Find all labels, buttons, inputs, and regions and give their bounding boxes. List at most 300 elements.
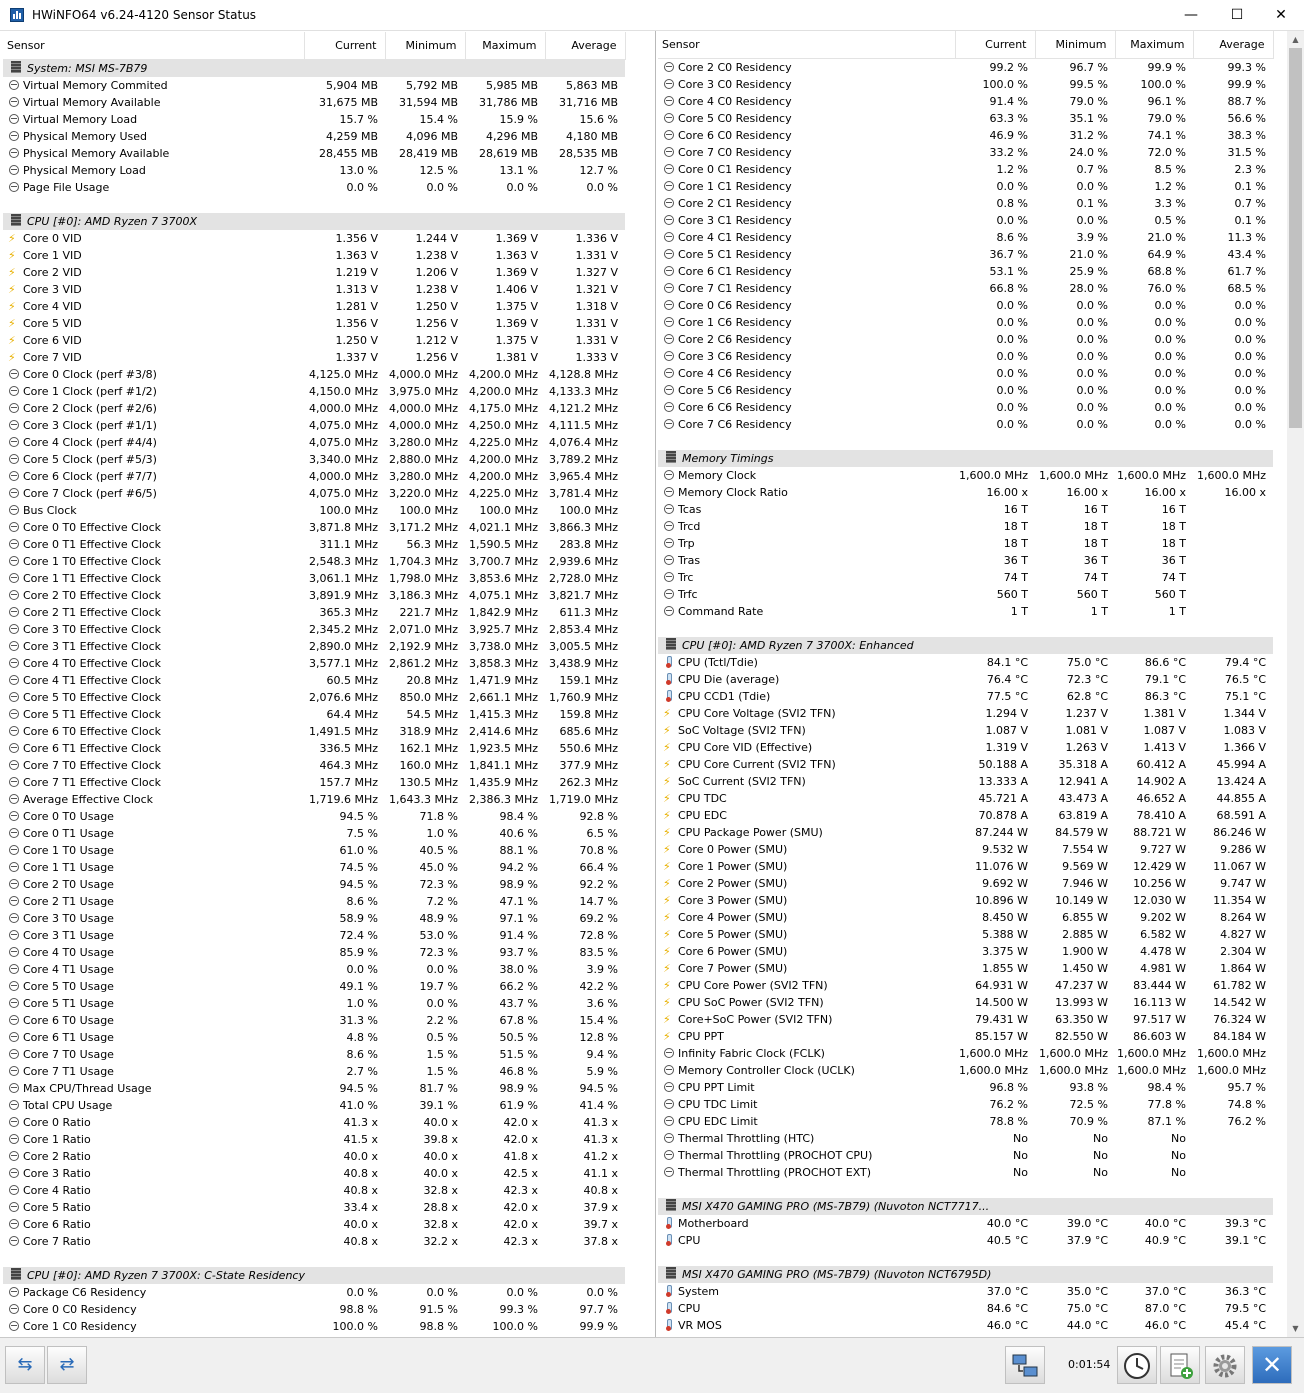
value-current: 3,340.0 MHz [308, 452, 378, 466]
maximize-button[interactable]: ☐ [1230, 7, 1244, 23]
value-minimum: 560 T [1076, 587, 1108, 601]
sensor-name-cell [658, 110, 955, 127]
lightning-icon [9, 318, 19, 328]
sensor-row[interactable] [3, 927, 625, 944]
sensor-row[interactable] [658, 1130, 1273, 1147]
sensor-row[interactable] [658, 756, 1273, 773]
sensor-row[interactable] [3, 1301, 625, 1318]
sensor-row[interactable] [658, 994, 1273, 1011]
network-icon[interactable] [1005, 1346, 1045, 1384]
sensor-row[interactable] [658, 110, 1273, 127]
value-maximum: No [1171, 1148, 1186, 1162]
value-current: 13.333 A [978, 774, 1028, 788]
sensor-row[interactable] [658, 943, 1273, 960]
sensor-row[interactable] [3, 247, 625, 264]
sensor-row[interactable] [3, 995, 625, 1012]
value-minimum: 39.0 °C [1066, 1216, 1108, 1230]
gauge-icon [9, 590, 19, 600]
sensor-row[interactable] [658, 212, 1273, 229]
sensor-row[interactable] [658, 348, 1273, 365]
sensor-row[interactable] [3, 1233, 625, 1250]
value-average: 685.6 MHz [559, 724, 618, 738]
sensor-name-cell [658, 1045, 955, 1062]
sensor-row[interactable] [3, 502, 625, 519]
sensor-name-cell [658, 943, 955, 960]
sensor-row[interactable] [658, 1011, 1273, 1028]
sensor-label: Core 5 C6 Residency [678, 383, 792, 397]
value-maximum: 13.1 % [499, 163, 538, 177]
sensor-row[interactable] [658, 1147, 1273, 1164]
sensor-row[interactable] [658, 654, 1273, 671]
sensor-row[interactable] [658, 1317, 1273, 1334]
sensor-row[interactable] [3, 145, 625, 162]
lightning-icon [9, 284, 19, 294]
sensor-row[interactable] [658, 875, 1273, 892]
gauge-icon [664, 351, 674, 361]
sensor-row[interactable] [658, 518, 1273, 535]
value-maximum: 77.8 % [1147, 1097, 1186, 1111]
clock-icon[interactable] [1117, 1346, 1157, 1384]
gauge-icon [9, 760, 19, 770]
value-average: 12.7 % [579, 163, 618, 177]
sensor-name-cell [658, 280, 955, 297]
value-maximum: 42.3 x [503, 1234, 538, 1248]
sensor-row[interactable] [658, 229, 1273, 246]
scroll-up-arrow[interactable]: ▲ [1292, 35, 1299, 44]
sensor-row[interactable] [3, 332, 625, 349]
sensor-row[interactable] [658, 552, 1273, 569]
value-maximum: 2,661.1 MHz [468, 690, 538, 704]
value-maximum: 4,200.0 MHz [468, 384, 538, 398]
sensor-row[interactable] [658, 1062, 1273, 1079]
sensor-row[interactable] [3, 1131, 625, 1148]
sensor-row[interactable] [658, 127, 1273, 144]
value-current: 3,577.1 MHz [308, 656, 378, 670]
sensor-row[interactable] [3, 774, 625, 791]
sensor-row[interactable] [3, 1080, 625, 1097]
gauge-icon [9, 1185, 19, 1195]
sensor-row[interactable] [3, 485, 625, 502]
sensor-row[interactable] [3, 434, 625, 451]
sensor-row[interactable] [3, 77, 625, 94]
sensor-row[interactable] [3, 1046, 625, 1063]
sensor-row[interactable] [658, 841, 1273, 858]
thermometer-icon [666, 1320, 672, 1330]
sensor-row[interactable] [3, 366, 625, 383]
sensor-row[interactable] [658, 1113, 1273, 1130]
sensor-row[interactable] [3, 740, 625, 757]
sensor-row[interactable] [3, 111, 625, 128]
value-current: 40.8 x [343, 1166, 378, 1180]
sensor-group-header[interactable] [658, 637, 1273, 654]
value-maximum: 1.369 V [495, 265, 538, 279]
sensor-row[interactable] [3, 468, 625, 485]
sensor-row[interactable] [658, 773, 1273, 790]
value-minimum: 39.8 x [423, 1132, 458, 1146]
sensor-row[interactable] [658, 195, 1273, 212]
sensor-row[interactable] [3, 893, 625, 910]
report-add-icon[interactable] [1160, 1346, 1200, 1384]
sensor-row[interactable] [3, 179, 625, 196]
sensor-label: Trfc [678, 587, 698, 601]
value-current: 4,150.0 MHz [308, 384, 378, 398]
value-current: 0.0 % [996, 400, 1028, 414]
sensor-row[interactable] [658, 263, 1273, 280]
sensor-row[interactable] [658, 977, 1273, 994]
sensor-row[interactable] [3, 1216, 625, 1233]
sensor-row[interactable] [3, 570, 625, 587]
sensor-row[interactable] [658, 960, 1273, 977]
sensor-rows-right [658, 58, 1273, 1334]
value-minimum: 1.206 V [415, 265, 458, 279]
sensor-row[interactable] [658, 1164, 1273, 1181]
sensor-row[interactable] [658, 161, 1273, 178]
lightning-icon [664, 708, 674, 718]
sensor-row[interactable] [3, 1165, 625, 1182]
sensor-row[interactable] [3, 842, 625, 859]
sensor-row[interactable] [658, 1283, 1273, 1300]
lightning-icon [664, 810, 674, 820]
value-minimum: 63.350 W [1055, 1012, 1108, 1026]
column-header-minimum[interactable]: Minimum [1035, 31, 1115, 58]
gauge-icon [664, 96, 674, 106]
column-header-maximum[interactable]: Maximum [1115, 31, 1193, 58]
sensor-row[interactable] [658, 297, 1273, 314]
sensor-row[interactable] [658, 314, 1273, 331]
gauge-icon [9, 1151, 19, 1161]
sensor-row[interactable] [3, 281, 625, 298]
sensor-row[interactable] [3, 383, 625, 400]
sensor-name-cell [658, 688, 955, 705]
sensor-row[interactable] [658, 382, 1273, 399]
navigate-expand-icon[interactable]: ⇆ [5, 1346, 45, 1384]
navigate-collapse-icon[interactable]: ⇄ [47, 1346, 87, 1384]
sensor-row[interactable] [658, 926, 1273, 943]
scroll-down-arrow[interactable]: ▼ [1292, 1324, 1299, 1333]
sensor-group-header[interactable] [658, 450, 1273, 467]
sensor-row[interactable] [3, 1199, 625, 1216]
value-current: 1.356 V [335, 231, 378, 245]
value-maximum: 93.7 % [499, 945, 538, 959]
sensor-name-cell [3, 1063, 304, 1080]
value-average: 0.1 % [1234, 179, 1266, 193]
sensor-name-cell [3, 672, 304, 689]
sensor-label: Core 3 C1 Residency [678, 213, 792, 227]
value-average: 1.331 V [575, 333, 618, 347]
sensor-row[interactable] [658, 892, 1273, 909]
sensor-row[interactable] [658, 1096, 1273, 1113]
value-current: 41.5 x [343, 1132, 378, 1146]
sensor-name-cell [3, 230, 304, 247]
value-current: 0.0 % [346, 180, 378, 194]
sensor-row[interactable] [658, 739, 1273, 756]
sensor-row[interactable] [3, 1063, 625, 1080]
column-header-average[interactable]: Average [1193, 31, 1273, 58]
value-current: 76.2 % [989, 1097, 1028, 1111]
sensor-label: Thermal Throttling (PROCHOT CPU) [678, 1148, 873, 1162]
sensor-row[interactable] [3, 1182, 625, 1199]
gauge-icon [664, 164, 674, 174]
sensor-row[interactable] [3, 451, 625, 468]
sensor-name-cell [658, 892, 955, 909]
sensor-row[interactable] [658, 365, 1273, 382]
value-maximum: 0.5 % [1154, 213, 1186, 227]
sensor-row[interactable] [3, 128, 625, 145]
sensor-row[interactable] [3, 672, 625, 689]
sensor-row[interactable] [3, 349, 625, 366]
gear-icon[interactable] [1205, 1346, 1245, 1384]
sensor-name-cell [658, 1215, 955, 1232]
sensor-row[interactable] [3, 604, 625, 621]
gauge-icon [9, 1236, 19, 1246]
sensor-row[interactable] [658, 1232, 1273, 1249]
sensor-row[interactable] [3, 536, 625, 553]
sensor-row[interactable] [3, 264, 625, 281]
minimize-button[interactable]: — [1184, 7, 1198, 23]
sensor-row[interactable] [3, 400, 625, 417]
sensor-name-cell [658, 1011, 955, 1028]
lightning-icon [664, 759, 674, 769]
sensor-label: Core 0 C0 Residency [23, 1302, 137, 1316]
value-average: 1.083 V [1223, 723, 1266, 737]
sensor-row[interactable] [3, 978, 625, 995]
sensor-label: Core 0 T0 Effective Clock [23, 520, 162, 534]
sensor-name-cell [3, 179, 304, 196]
value-minimum: 12.5 % [419, 163, 458, 177]
elapsed-timer: 0:01:54 [1068, 1358, 1111, 1371]
sensor-row[interactable] [3, 859, 625, 876]
sensor-group-header[interactable] [658, 1198, 1273, 1215]
sensor-label: Core 5 VID [23, 316, 82, 330]
sensor-group-header[interactable] [3, 213, 625, 230]
value-minimum: 24.0 % [1069, 145, 1108, 159]
sensor-name-cell [3, 553, 304, 570]
sensor-row[interactable] [3, 519, 625, 536]
sensor-row[interactable] [3, 757, 625, 774]
value-maximum: 1.381 V [1143, 706, 1186, 720]
sensor-row[interactable] [658, 807, 1273, 824]
sensor-row[interactable] [658, 824, 1273, 841]
sensor-row[interactable] [3, 94, 625, 111]
sensor-row[interactable] [658, 484, 1273, 501]
sensor-row[interactable] [3, 706, 625, 723]
sensor-row[interactable] [658, 501, 1273, 518]
value-current: 99.2 % [989, 60, 1028, 74]
value-maximum: 40.9 °C [1144, 1233, 1186, 1247]
value-maximum: 1.381 V [495, 350, 538, 364]
sensor-row[interactable] [3, 825, 625, 842]
sensor-label: Core 3 Clock (perf #1/1) [23, 418, 157, 432]
sensor-name-cell [3, 162, 304, 179]
value-maximum: 4,200.0 MHz [468, 469, 538, 483]
gauge-icon [664, 487, 674, 497]
sensor-row[interactable] [658, 1215, 1273, 1232]
value-current: 40.8 x [343, 1234, 378, 1248]
value-minimum: 1.212 V [415, 333, 458, 347]
sensor-label: CPU Core Voltage (SVI2 TFN) [678, 706, 836, 720]
column-header-sensor[interactable]: Sensor [3, 32, 304, 59]
sensor-name-cell [658, 739, 955, 756]
sensor-row[interactable] [658, 858, 1273, 875]
sensor-label: Core 0 Clock (perf #3/8) [23, 367, 157, 381]
gauge-icon [9, 1117, 19, 1127]
value-current: 84.1 °C [986, 655, 1028, 669]
sensor-row[interactable] [658, 688, 1273, 705]
gauge-icon [9, 573, 19, 583]
sensor-row[interactable] [658, 1045, 1273, 1062]
sensor-row[interactable] [658, 246, 1273, 263]
sensor-name-cell [658, 994, 955, 1011]
sensor-row[interactable] [3, 1012, 625, 1029]
gauge-icon [664, 62, 674, 72]
sensor-row[interactable] [658, 1028, 1273, 1045]
column-header-sensor[interactable]: Sensor [658, 31, 955, 58]
value-maximum: 4,296 MB [485, 129, 538, 143]
value-minimum: 1,643.3 MHz [388, 792, 458, 806]
sensor-row[interactable] [658, 416, 1273, 433]
sensor-row[interactable] [3, 655, 625, 672]
close-sensors-button[interactable]: ✕ [1252, 1346, 1292, 1384]
sensor-row[interactable] [3, 553, 625, 570]
value-maximum: 4,175.0 MHz [468, 401, 538, 415]
sensor-row[interactable] [3, 1148, 625, 1165]
gauge-icon [9, 692, 19, 702]
sensor-label: Core 6 T0 Usage [23, 1013, 114, 1027]
sensor-row[interactable] [658, 705, 1273, 722]
sensor-row[interactable] [3, 1029, 625, 1046]
column-header-current[interactable]: Current [955, 31, 1035, 58]
column-header-maximum[interactable]: Maximum [465, 32, 545, 59]
sensor-label: Core 5 Clock (perf #5/3) [23, 452, 157, 466]
sensor-row[interactable] [3, 298, 625, 315]
sensor-row[interactable] [3, 587, 625, 604]
sensor-row[interactable] [658, 586, 1273, 603]
close-window-button[interactable]: ✕ [1275, 7, 1287, 23]
value-average: 1.327 V [575, 265, 618, 279]
sensor-row[interactable] [658, 76, 1273, 93]
sensor-name-cell [3, 400, 304, 417]
value-maximum: 0.0 % [1154, 315, 1186, 329]
value-average: 1.366 V [1223, 740, 1266, 754]
value-average: 37.9 x [583, 1200, 618, 1214]
sensor-row[interactable] [3, 638, 625, 655]
sensor-row[interactable] [658, 909, 1273, 926]
sensor-row[interactable] [3, 417, 625, 434]
blank-row [3, 196, 625, 213]
sensor-name-cell [658, 1300, 955, 1317]
sensor-row[interactable] [3, 808, 625, 825]
value-minimum: 0.0 % [426, 962, 458, 976]
sensor-row[interactable] [3, 791, 625, 808]
sensor-row[interactable] [3, 1097, 625, 1114]
value-maximum: 46.0 °C [1144, 1318, 1186, 1332]
sensor-row[interactable] [658, 178, 1273, 195]
sensor-row[interactable] [3, 723, 625, 740]
sensor-row[interactable] [658, 280, 1273, 297]
sensor-label: Core 3 Ratio [23, 1166, 91, 1180]
sensor-name-cell [3, 298, 304, 315]
sensor-row[interactable] [3, 230, 625, 247]
sensor-row[interactable] [658, 535, 1273, 552]
sensor-row[interactable] [3, 944, 625, 961]
sensor-row[interactable] [658, 399, 1273, 416]
sensor-label: System [678, 1284, 720, 1298]
value-maximum: 68.8 % [1147, 264, 1186, 278]
scrollbar-thumb[interactable] [1289, 48, 1302, 428]
sensor-row[interactable] [658, 671, 1273, 688]
sensor-row[interactable] [3, 1318, 625, 1335]
sensor-row[interactable] [658, 1079, 1273, 1096]
thermometer-icon [666, 1286, 672, 1296]
sensor-label: Core 1 Clock (perf #1/2) [23, 384, 157, 398]
sensor-row[interactable] [658, 790, 1273, 807]
vertical-scrollbar[interactable] [1287, 31, 1304, 1337]
sensor-row[interactable] [3, 910, 625, 927]
value-maximum: 3,925.7 MHz [468, 622, 538, 636]
value-current: 5,904 MB [325, 78, 378, 92]
sensor-name-cell [3, 417, 304, 434]
value-average: 2,939.6 MHz [548, 554, 618, 568]
thermometer-icon [666, 691, 672, 701]
value-maximum: 16 T [1161, 502, 1186, 516]
value-average: 1.864 W [1220, 961, 1266, 975]
value-current: 31.3 % [339, 1013, 378, 1027]
gauge-icon [664, 283, 674, 293]
column-header-average[interactable]: Average [545, 32, 625, 59]
thermometer-icon [666, 1235, 672, 1245]
value-minimum: 1.5 % [426, 1064, 458, 1078]
value-average: 79.5 °C [1224, 1301, 1266, 1315]
left-panel-margin [636, 31, 652, 1337]
sensor-group-header[interactable] [658, 1266, 1273, 1283]
sensor-row[interactable] [658, 603, 1273, 620]
sensor-group-header[interactable] [3, 59, 625, 77]
sensor-row[interactable] [3, 162, 625, 179]
value-current: 98.8 % [339, 1302, 378, 1316]
column-header-minimum[interactable]: Minimum [385, 32, 465, 59]
sensor-row[interactable] [3, 961, 625, 978]
value-average: 72.8 % [579, 928, 618, 942]
sensor-name-cell [3, 587, 304, 604]
value-minimum: 4,000.0 MHz [388, 367, 458, 381]
value-maximum: 79.0 % [1147, 111, 1186, 125]
sensor-row[interactable] [658, 58, 1273, 76]
sensor-name-cell [3, 1301, 304, 1318]
sensor-row[interactable] [658, 144, 1273, 161]
sensor-row[interactable] [658, 93, 1273, 110]
sensor-row[interactable] [658, 1300, 1273, 1317]
value-average: 45.994 A [1216, 757, 1266, 771]
sensor-row[interactable] [3, 876, 625, 893]
value-minimum: 0.0 % [426, 180, 458, 194]
sensor-row[interactable] [3, 1114, 625, 1131]
sensor-row[interactable] [3, 621, 625, 638]
sensor-row[interactable] [3, 689, 625, 706]
sensor-group-header[interactable] [3, 1267, 625, 1284]
value-current: 100.0 % [332, 1319, 378, 1333]
sensor-row[interactable] [658, 467, 1273, 484]
value-current: 64.931 W [975, 978, 1028, 992]
sensor-row[interactable] [658, 569, 1273, 586]
sensor-row[interactable] [3, 315, 625, 332]
sensor-row[interactable] [658, 331, 1273, 348]
column-header-current[interactable]: Current [304, 32, 385, 59]
sensor-row[interactable] [3, 1284, 625, 1301]
value-maximum: 0.0 % [1154, 383, 1186, 397]
lightning-icon [9, 250, 19, 260]
sensor-row[interactable] [658, 722, 1273, 739]
sensor-label: Core 7 C0 Residency [678, 145, 792, 159]
